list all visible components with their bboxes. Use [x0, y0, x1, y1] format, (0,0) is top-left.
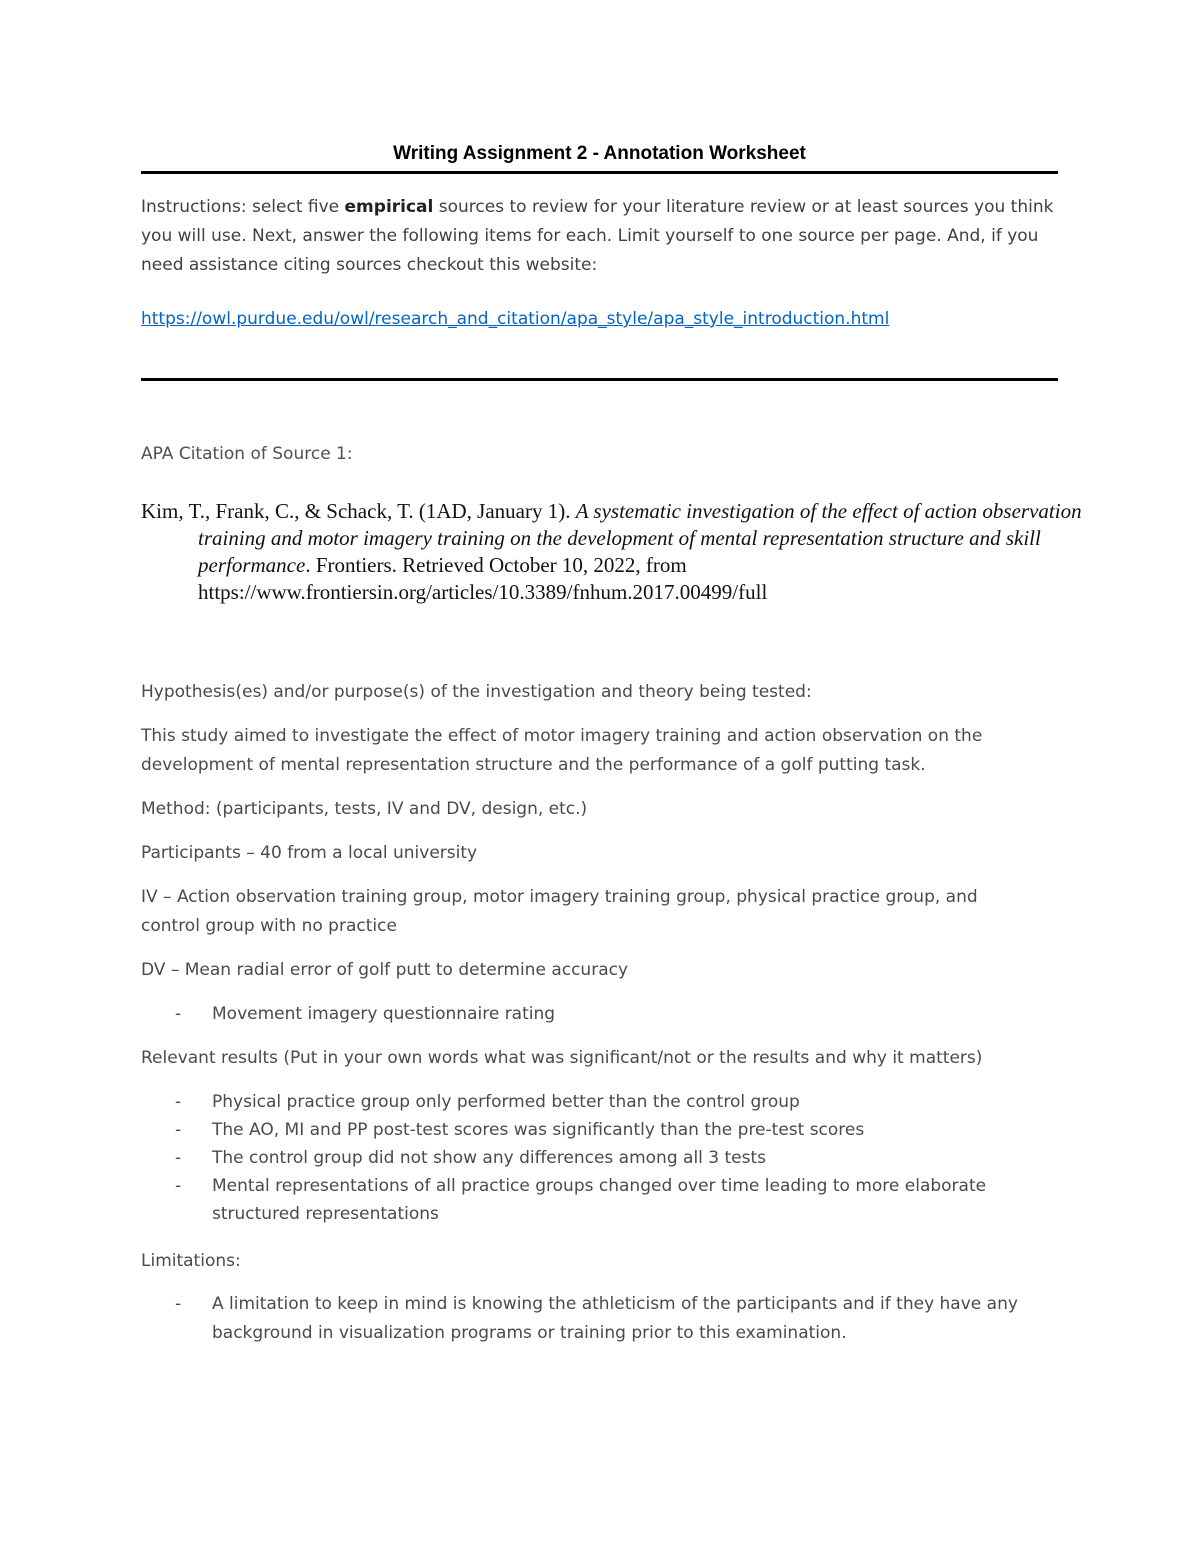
citation-title: A systematic investigation of the effect of action observation training and motor imagery training on the development of mental representation structure and skill performance [198, 499, 1082, 577]
hypothesis-label: Hypothesis(es) and/or purpose(s) of the investigation and theory being tested: [141, 682, 812, 702]
results-label: Relevant results (Put in your own words what was significant/not or the results and why it matters) [141, 1048, 983, 1068]
instructions-prefix: Instructions: select five [141, 197, 345, 217]
dv-bullet-list [141, 1000, 1041, 1028]
bullet-dash: - [175, 1148, 182, 1168]
list-item [141, 1000, 1041, 1028]
limitations-bullet-list [141, 1290, 1041, 1348]
iv-text: IV – Action observation training group, motor imagery training group, physical practice group, and control group with no practice [141, 887, 978, 936]
bullet-text: The AO, MI and PP post-test scores was significantly than the pre-test scores [212, 1120, 865, 1140]
list-item [141, 1088, 1041, 1116]
top-divider [141, 171, 1058, 174]
bullet-dash: - [175, 1004, 182, 1024]
bullet-text: Mental representations of all practice groups changed over time leading to more elaborate structured representations [212, 1176, 987, 1224]
bullet-dash: - [175, 1176, 182, 1196]
list-item [141, 1116, 1041, 1144]
bullet-text: The control group did not show any differences among all 3 tests [212, 1148, 767, 1168]
bullet-text: A limitation to keep in mind is knowing the athleticism of the participants and if they have any background in visualization programs or training prior to this examination. [212, 1294, 1018, 1343]
bullet-dash: - [175, 1294, 182, 1314]
apa-citation [141, 498, 1093, 606]
page-title: Writing Assignment 2 - Annotation Worksheet [393, 143, 806, 164]
results-bullet-list [141, 1088, 1041, 1228]
bullet-text: Movement imagery questionnaire rating [212, 1004, 556, 1024]
bullet-dash: - [175, 1092, 182, 1112]
hypothesis-text: This study aimed to investigate the effect of motor imagery training and action observation on the development of mental representation structure and the performance of a golf putting task. [141, 726, 983, 775]
instructions-suffix: sources to review for your literature review or at least sources you think you will use. Next, answer the following items for each. Limit yourself to one source per page. And, if you need assistance citing sources checkout this website: [141, 197, 1054, 275]
instructions-paragraph [141, 193, 1061, 280]
bullet-text: Physical practice group only performed better than the control group [212, 1092, 800, 1112]
dv-text: DV – Mean radial error of golf putt to determine accuracy [141, 960, 629, 980]
apa-style-link[interactable]: https://owl.purdue.edu/owl/research_and_citation/apa_style/apa_style_introduction.html [141, 309, 890, 329]
list-item [141, 1144, 1041, 1172]
method-label: Method: (participants, tests, IV and DV, design, etc.) [141, 799, 588, 819]
list-item [141, 1172, 1041, 1228]
limitations-label: Limitations: [141, 1251, 241, 1271]
list-item [141, 1290, 1041, 1348]
citation-rest: . Frontiers. Retrieved October 10, 2022, from https://www.frontiersin.org/articles/10.3389/fnhum.2017.00499/full [198, 553, 768, 604]
participants-text: Participants – 40 from a local university [141, 843, 478, 863]
citation-label: APA Citation of Source 1: [141, 444, 353, 464]
citation-authors: Kim, T., Frank, C., & Schack, T. (1AD, January 1). [141, 499, 576, 523]
bottom-divider [141, 378, 1058, 381]
bullet-dash: - [175, 1120, 182, 1140]
instructions-emphasis: empirical [344, 197, 434, 217]
